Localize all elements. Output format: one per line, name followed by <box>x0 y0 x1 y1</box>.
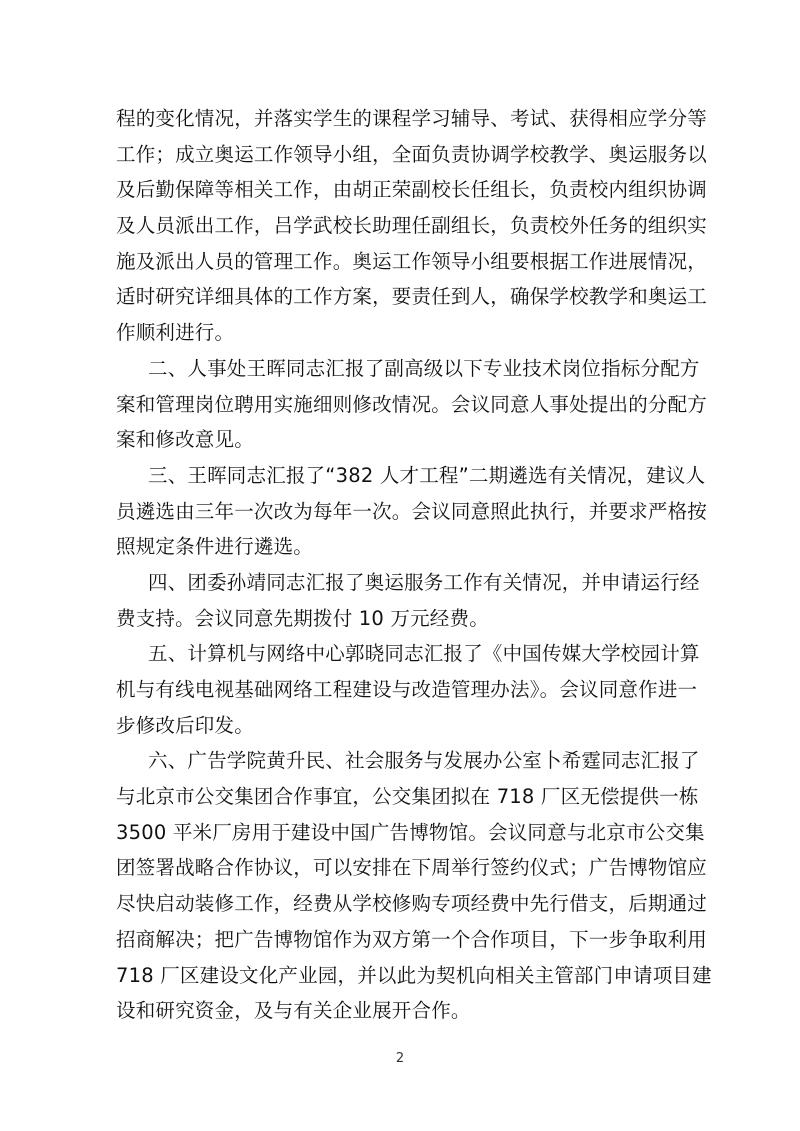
paragraph-item-3 <box>116 458 708 565</box>
text-line: 六、广告学院黄升民、社会服务与发展办公室卜希霆同志汇报了 <box>148 749 700 773</box>
paragraph-continuation <box>116 101 708 351</box>
text-line: 工作；成立奥运工作领导小组，全面负责协调学校教学、奥运服务以 <box>116 142 708 166</box>
text-line: 718 厂区建设文化产业园，并以此为契机向相关主管部门申请项目建 <box>116 963 712 987</box>
text-line: 三、王晖同志汇报了“382 人才工程”二期遴选有关情况，建议人 <box>148 463 706 487</box>
text-line: 案和管理岗位聘用实施细则修改情况。会议同意人事处提出的分配方 <box>116 392 708 416</box>
text-line: 适时研究详细具体的工作方案，要责任到人，确保学校教学和奥运工 <box>116 285 708 309</box>
text-line: 及人员派出工作，吕学武校长助理任副组长，负责校外任务的组织实 <box>116 214 708 238</box>
paragraph-item-2 <box>116 351 708 458</box>
paragraph-item-5 <box>116 636 700 743</box>
text-line: 设和研究资金，及与有关企业展开合作。 <box>116 999 471 1023</box>
text-line: 作顺利进行。 <box>116 321 235 345</box>
text-line: 程的变化情况，并落实学生的课程学习辅导、考试、获得相应学分等 <box>116 107 708 130</box>
paragraph-item-6 <box>116 743 712 1029</box>
text-line: 与北京市公交集团合作事宜，公交集团拟在 718 厂区无偿提供一栋 <box>116 785 699 809</box>
text-line: 团签署战略合作协议，可以安排在下周举行签约仪式；广告博物馆应 <box>116 856 708 880</box>
text-line: 步修改后印发。 <box>116 713 254 737</box>
document-body <box>116 101 712 1029</box>
text-line: 费支持。会议同意先期拨付 10 万元经费。 <box>116 606 489 630</box>
text-line: 二、人事处王晖同志汇报了副高级以下专业技术岗位指标分配方 <box>148 356 700 380</box>
text-line: 照规定条件进行遴选。 <box>116 535 314 559</box>
page-number: 2 <box>395 1051 405 1066</box>
text-line: 案和修改意见。 <box>116 428 254 452</box>
text-line: 招商解决；把广告博物馆作为双方第一个合作项目，下一步争取利用 <box>116 927 708 951</box>
text-line: 尽快启动装修工作，经费从学校修购专项经费中先行借支，后期通过 <box>116 892 708 916</box>
paragraph-item-4 <box>116 565 700 636</box>
text-line: 机与有线电视基础网络工程建设与改造管理办法》。会议同意作进一 <box>116 678 698 701</box>
text-line: 及后勤保障等相关工作，由胡正荣副校长任组长，负责校内组织协调 <box>116 178 708 202</box>
text-line: 施及派出人员的管理工作。奥运工作领导小组要根据工作进展情况， <box>116 249 708 273</box>
text-line: 3500 平米厂房用于建设中国广告博物馆。会议同意与北京市公交集 <box>116 820 705 844</box>
text-line: 四、团委孙靖同志汇报了奥运服务工作有关情况，并申请运行经 <box>148 570 700 594</box>
text-line: 员遴选由三年一次改为每年一次。会议同意照此执行，并要求严格按 <box>116 499 708 523</box>
text-line: 五、计算机与网络中心郭晓同志汇报了《中国传媒大学校园计算 <box>148 642 700 666</box>
